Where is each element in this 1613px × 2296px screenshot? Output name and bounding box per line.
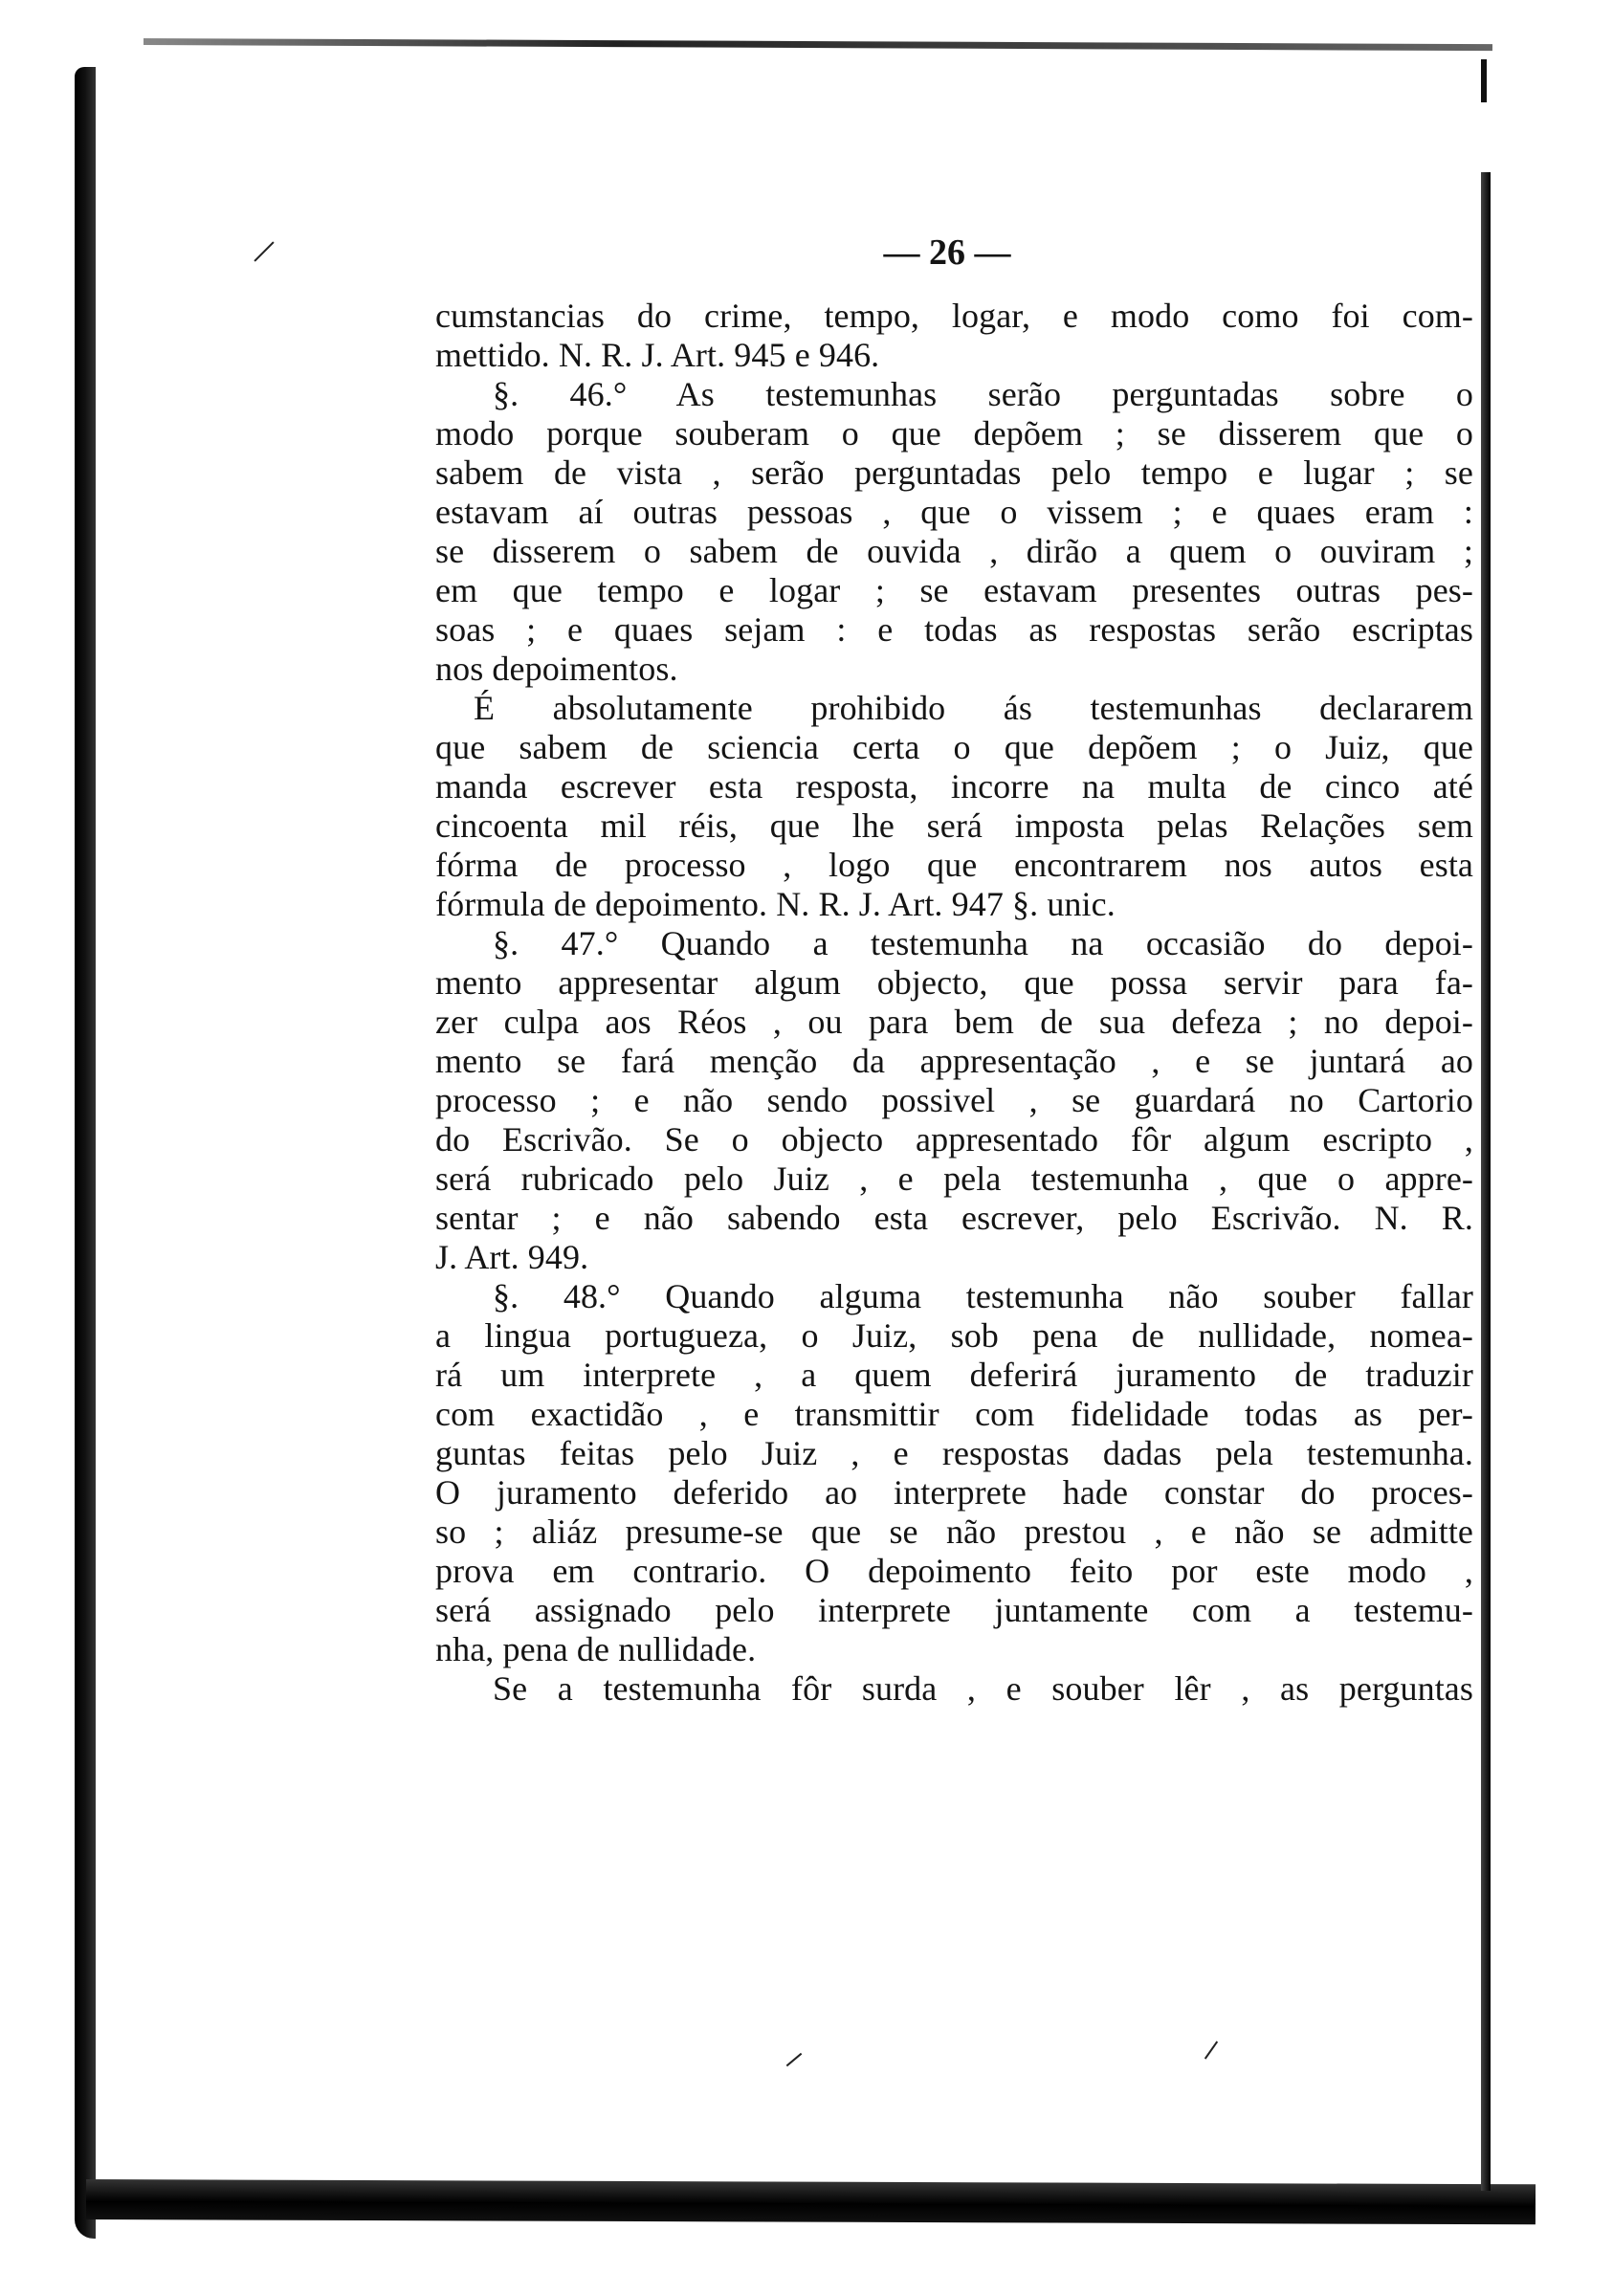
text-line: so ; aliáz presume-se que se não prestou , e não se admitte	[435, 1512, 1473, 1551]
text-line: em que tempo e logar ; se estavam presentes outras pes-	[435, 571, 1473, 609]
page-edge-top	[144, 38, 1492, 51]
text-line: cincoenta mil réis, que lhe será imposta pelas Relações sem	[435, 806, 1473, 845]
page-edge-bottom	[86, 2179, 1536, 2224]
text-line: sabem de vista , serão perguntadas pelo tempo e lugar ; se	[435, 453, 1473, 492]
text-line: sentar ; e não sabendo esta escrever, pelo Escrivão. N. R.	[435, 1199, 1473, 1237]
text-line: do Escrivão. Se o objecto appresentado fôr algum escripto ,	[435, 1120, 1473, 1159]
section-46-heading-line: §. 46.° As testemunhas serão perguntadas sobre o	[493, 375, 1473, 413]
page-edge-right	[1481, 172, 1491, 2191]
text-line: zer culpa aos Réos , ou para bem de sua defeza ; no depoi-	[435, 1003, 1473, 1041]
text-line: com exactidão , e transmittir com fidelidade todas as per-	[435, 1395, 1473, 1433]
page-number: — 26 —	[883, 232, 1011, 273]
text-line: se disserem o sabem de ouvida , dirão a quem o ouviram ;	[435, 532, 1473, 570]
text-line: soas ; e quaes sejam : e todas as respostas serão escriptas	[435, 610, 1473, 649]
text-line: a lingua portugueza, o Juiz, sob pena de nullidade, nomea-	[435, 1316, 1473, 1355]
text-line: É absolutamente prohibido ás testemunhas declararem	[474, 689, 1473, 727]
text-line: nos depoimentos.	[435, 650, 678, 688]
text-line: J. Art. 949.	[435, 1238, 589, 1276]
text-line: processo ; e não sendo possivel , se guardará no Cartorio	[435, 1081, 1473, 1119]
text-line: fórmula de depoimento. N. R. J. Art. 947 §. unic.	[435, 885, 1116, 923]
text-line: será assignado pelo interprete juntamente com a testemu-	[435, 1591, 1473, 1629]
stray-mark	[254, 241, 274, 261]
text-line: será rubricado pelo Juiz , e pela testemunha , que o appre-	[435, 1159, 1473, 1198]
page-edge-right-mark	[1481, 59, 1487, 102]
section-48-heading-line: §. 48.° Quando alguma testemunha não souber fallar	[493, 1277, 1473, 1315]
text-line: mento se fará menção da appresentação , e se juntará ao	[435, 1042, 1473, 1080]
text-line: fórma de processo , logo que encontrarem nos autos esta	[435, 846, 1473, 884]
text-line: prova em contrario. O depoimento feito por este modo ,	[435, 1552, 1473, 1590]
section-47-heading-line: §. 47.° Quando a testemunha na occasião do depoi-	[493, 924, 1473, 962]
text-line: modo porque souberam o que depõem ; se disserem que o	[435, 414, 1473, 453]
stray-mark	[1204, 2041, 1218, 2059]
text-line: manda escrever esta resposta, incorre na multa de cinco até	[435, 767, 1473, 806]
text-line: rá um interprete , a quem deferirá juramento de traduzir	[435, 1356, 1473, 1394]
page-edge-left	[75, 67, 96, 2239]
text-line: guntas feitas pelo Juiz , e respostas dadas pela testemunha.	[435, 1434, 1473, 1472]
stray-mark	[786, 2053, 803, 2066]
text-line: mento appresentar algum objecto, que possa servir para fa-	[435, 963, 1473, 1002]
text-line: que sabem de sciencia certa o que depõem ; o Juiz, que	[435, 728, 1473, 766]
text-line: O juramento deferido ao interprete hade constar do proces-	[435, 1473, 1473, 1512]
text-line: mettido. N. R. J. Art. 945 e 946.	[435, 336, 880, 374]
text-line: cumstancias do crime, tempo, logar, e modo como foi com-	[435, 297, 1473, 335]
text-line: nha, pena de nullidade.	[435, 1630, 757, 1668]
text-line: Se a testemunha fôr surda , e souber lêr , as perguntas	[493, 1669, 1473, 1708]
text-line: estavam aí outras pessoas , que o vissem ; e quaes eram :	[435, 493, 1473, 531]
